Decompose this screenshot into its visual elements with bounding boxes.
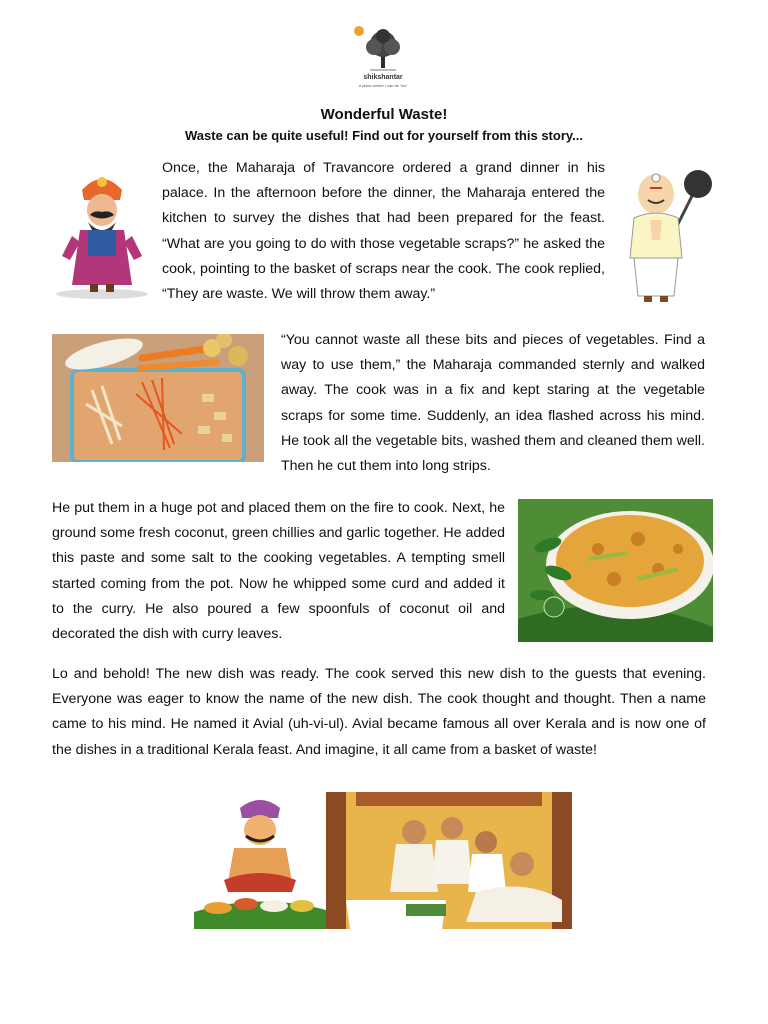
cook-illustration xyxy=(616,158,716,308)
page-title: Wonderful Waste! xyxy=(320,106,448,123)
shikshantar-logo xyxy=(350,22,416,92)
story-paragraph-4: Lo and behold! The new dish was ready. The cook served this new dish to the guests that evening. Everyone was eager to know the name of the new dish. The cook thought and thought. Then a name came to his mind. He named it Avial (uh-vi-ul). Avial became famous all over Kerala and is now one of the dishes in a traditional Kerala feast. And imagine, it all came from a basket of waste! xyxy=(52,666,706,758)
avial-dish-photo xyxy=(518,499,713,642)
logo-tagline: a place where I can be 'me' xyxy=(358,83,408,88)
story-paragraph-1: Once, the Maharaja of Travancore ordered a grand dinner in his palace. In the afternoon before the dinner, the Maharaja entered the kitchen to survey the dishes that had been prepared for the feast. “What are you going to do with those vegetable scraps?” he asked the cook, pointing to the basket of scraps near the cook. The cook replied, “They are waste. We will throw them away.” xyxy=(162,160,605,303)
page-subtitle: Waste can be quite useful! Find out for yourself from this story... xyxy=(185,128,583,143)
tree-logo-icon xyxy=(350,22,416,74)
maharaja-feast-illustration xyxy=(194,792,326,929)
logo-name: shikshantar xyxy=(363,74,403,81)
story-paragraph-2: “You cannot waste all these bits and pieces of vegetables. Find a way to use them,” the Maharaja commanded sternly and walked away. The cook was in a fix and kept staring at the vegetable scraps for some time. Suddenly, an idea flashed across his mind. He took all the vegetable bits, washed them and cleaned them well. Then he cut them into long strips. xyxy=(281,332,705,475)
maharaja-illustration xyxy=(52,160,152,300)
kitchen-scene-illustration xyxy=(326,792,572,929)
vegetable-scraps-photo xyxy=(52,334,264,462)
story-paragraph-3: He put them in a huge pot and placed them on the fire to cook. Next, he ground some fresh coconut, green chillies and garlic together. He added this paste and some salt to the cooking vegetables. A tempting smell started coming from the pot. Now he whipped some curd and added it to the curry. He also poured a few spoonfuls of coconut oil and decorated the dish with curry leaves. xyxy=(52,500,505,643)
